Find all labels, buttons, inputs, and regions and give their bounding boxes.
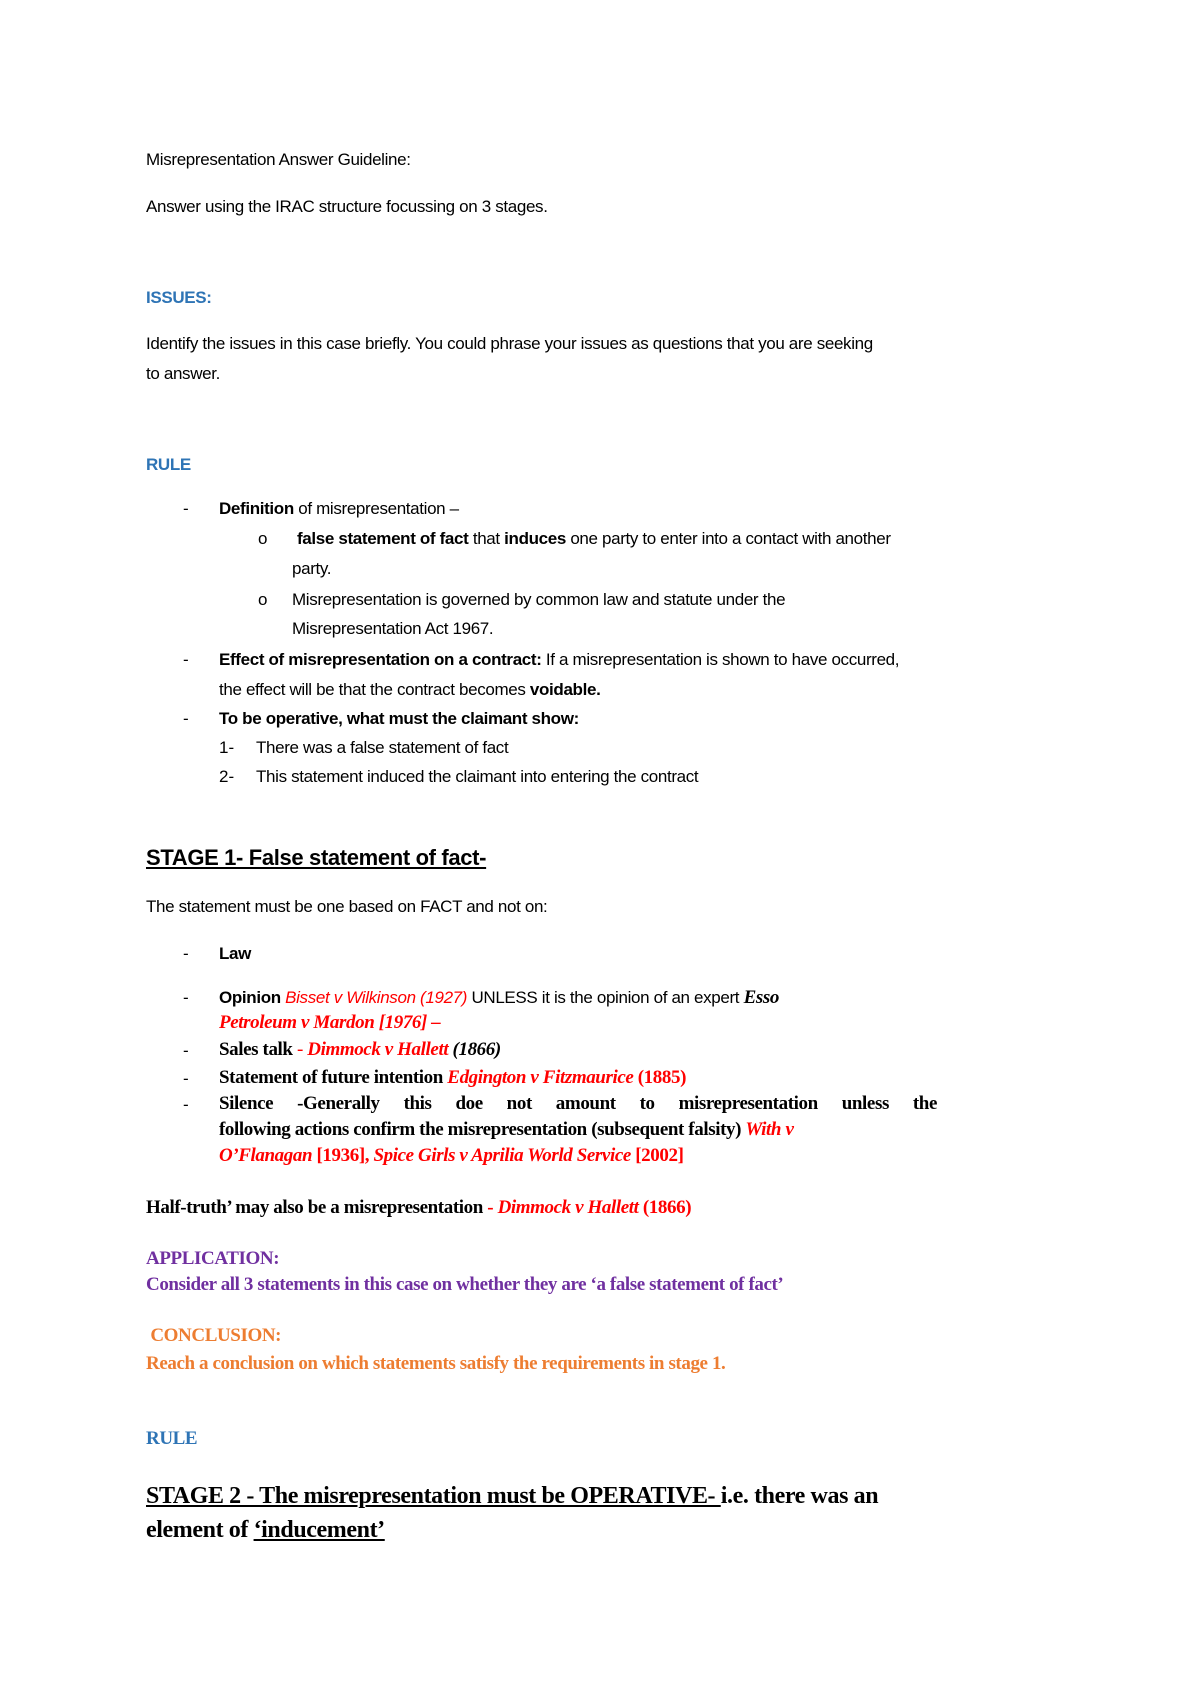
silence-item: Silence -Generally this doe not amount to misrepresentation unless the: [219, 1093, 937, 1114]
circle-bullet: o: [258, 529, 268, 548]
number-marker: 2-: [219, 767, 235, 786]
conclusion-heading: CONCLUSION:: [146, 1325, 282, 1346]
opinion-item: Opinion Bisset v Wilkinson (1927) UNLESS it is the opinion of an expert Esso: [219, 987, 779, 1008]
dash-bullet: -: [183, 1041, 189, 1060]
law-item: Law: [219, 944, 252, 963]
dash-bullet: -: [183, 709, 189, 728]
definition-item: Definition of misrepresentation –: [219, 499, 459, 518]
intro-text: Answer using the IRAC structure focussing on 3 stages.: [146, 197, 548, 216]
dash-bullet: -: [183, 1095, 189, 1114]
dash-bullet: -: [183, 1069, 189, 1088]
definition-sub1-line2: party.: [292, 559, 332, 578]
operative-point-1: There was a false statement of fact: [256, 738, 509, 757]
application-heading: APPLICATION:: [146, 1248, 280, 1269]
conclusion-text: Reach a conclusion on which statements satisfy the requirements in stage 1.: [146, 1353, 726, 1374]
issues-heading: ISSUES:: [146, 288, 212, 307]
rule2-heading: RULE: [146, 1428, 198, 1449]
half-truth-text: Half-truth’ may also be a misrepresentation - Dimmock v Hallett (1866): [146, 1197, 692, 1218]
number-marker: 1-: [219, 738, 235, 757]
silence-item-line2: following actions confirm the misrepresentation (subsequent falsity) With v: [219, 1119, 794, 1140]
stage2-heading-line2: element of ‘inducement’: [146, 1517, 385, 1543]
circle-bullet: o: [258, 590, 268, 609]
rule-heading: RULE: [146, 455, 191, 474]
operative-point-2: This statement induced the claimant into entering the contract: [256, 767, 699, 786]
document-title: Misrepresentation Answer Guideline:: [146, 150, 411, 169]
opinion-case-esso: Petroleum v Mardon [1976] –: [219, 1012, 441, 1033]
effect-item-line2: the effect will be that the contract becomes voidable.: [219, 680, 601, 699]
application-text: Consider all 3 statements in this case on whether they are ‘a false statement of fact’: [146, 1274, 784, 1295]
dash-bullet: -: [183, 650, 189, 669]
issues-text-line2: to answer.: [146, 364, 220, 383]
stage1-heading: STAGE 1- False statement of fact-: [146, 845, 487, 870]
definition-sub2-line2: Misrepresentation Act 1967.: [292, 619, 494, 638]
stage2-heading: STAGE 2 - The misrepresentation must be OPERATIVE- i.e. there was an: [146, 1483, 879, 1509]
dash-bullet: -: [183, 988, 189, 1007]
definition-sub1: false statement of fact that induces one party to enter into a contact with another: [297, 529, 891, 548]
issues-text-line1: Identify the issues in this case briefly. You could phrase your issues as questions that you are seeking: [146, 334, 873, 353]
silence-item-line3: O’Flanagan [1936], Spice Girls v Aprilia World Service [2002]: [219, 1145, 684, 1166]
dash-bullet: -: [183, 499, 189, 518]
definition-sub2: Misrepresentation is governed by common law and statute under the: [292, 590, 786, 609]
effect-item: Effect of misrepresentation on a contract: If a misrepresentation is shown to have occurred,: [219, 650, 900, 669]
sales-talk-item: Sales talk - Dimmock v Hallett (1866): [219, 1039, 501, 1060]
stage1-intro: The statement must be one based on FACT and not on:: [146, 897, 548, 916]
future-intention-item: Statement of future intention Edgington v Fitzmaurice (1885): [219, 1067, 687, 1088]
dash-bullet: -: [183, 944, 189, 963]
operative-item: To be operative, what must the claimant show:: [219, 709, 579, 728]
